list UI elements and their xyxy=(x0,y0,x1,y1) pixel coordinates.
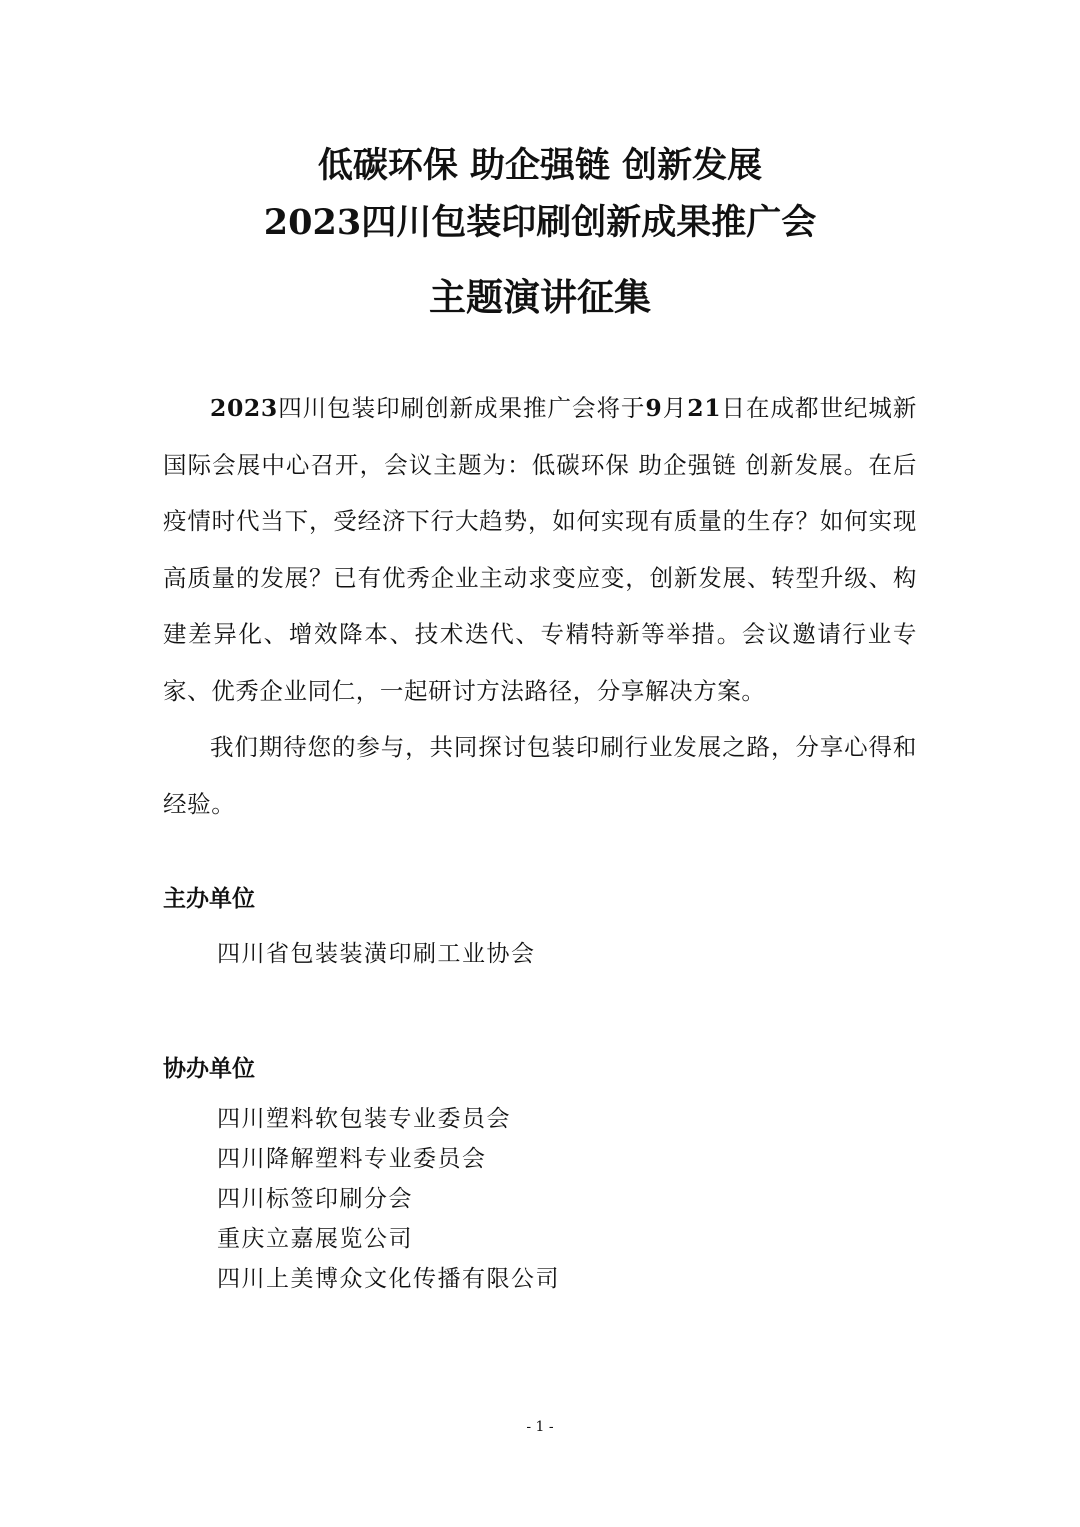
page-number: - 1 - xyxy=(526,1419,554,1435)
cohost-heading: 协办单位 xyxy=(163,1056,255,1082)
intro-month-unit: 月 xyxy=(662,394,688,422)
cohost-org-item: 四川标签印刷分会 xyxy=(217,1186,413,1212)
cohost-org-item: 四川上美博众文化传播有限公司 xyxy=(217,1266,560,1292)
intro-day-number: 21 xyxy=(687,394,722,422)
invite-paragraph: 我们期待您的参与，共同探讨包装印刷行业发展之路，分享心得和经验。 xyxy=(163,733,917,818)
host-heading: 主办单位 xyxy=(163,886,255,912)
intro-year: 2023 xyxy=(210,394,278,422)
title-line-event: 2023四川包装印刷创新成果推广会 xyxy=(263,202,817,243)
title-line-call: 主题演讲征集 xyxy=(429,276,651,319)
intro-month-number: 9 xyxy=(645,394,663,422)
host-org-list xyxy=(217,934,536,974)
cohost-org-item: 四川降解塑料专业委员会 xyxy=(217,1146,487,1172)
intro-paragraph xyxy=(163,380,917,720)
intro-text-a: 四川包装印刷创新成果推广会将于 xyxy=(277,394,646,422)
host-org-item: 四川省包装装潢印刷工业协会 xyxy=(217,941,536,967)
cohost-org-list xyxy=(217,1099,560,1299)
cohost-org-item: 四川塑料软包装专业委员会 xyxy=(217,1106,511,1132)
intro-text-b: 日在成都世纪城新国际会展中心召开，会议主题为：低碳环保 助企强链 创新发展。在后疫情时代当下，受经济下行大趋势，如何实现有质量的生存？如何实现高质量的发展？已有优秀企业主动求变应变，创新发展、转型升级、构建差异化、增效降本、技术迭代、专精特新等举措。会议邀请行业专家、优秀企业同仁，一起研讨方法路径，分享解决方案。 xyxy=(163,394,918,705)
title-line-theme: 低碳环保 助企强链 创新发展 xyxy=(317,145,763,186)
cohost-org-item: 重庆立嘉展览公司 xyxy=(217,1226,413,1252)
